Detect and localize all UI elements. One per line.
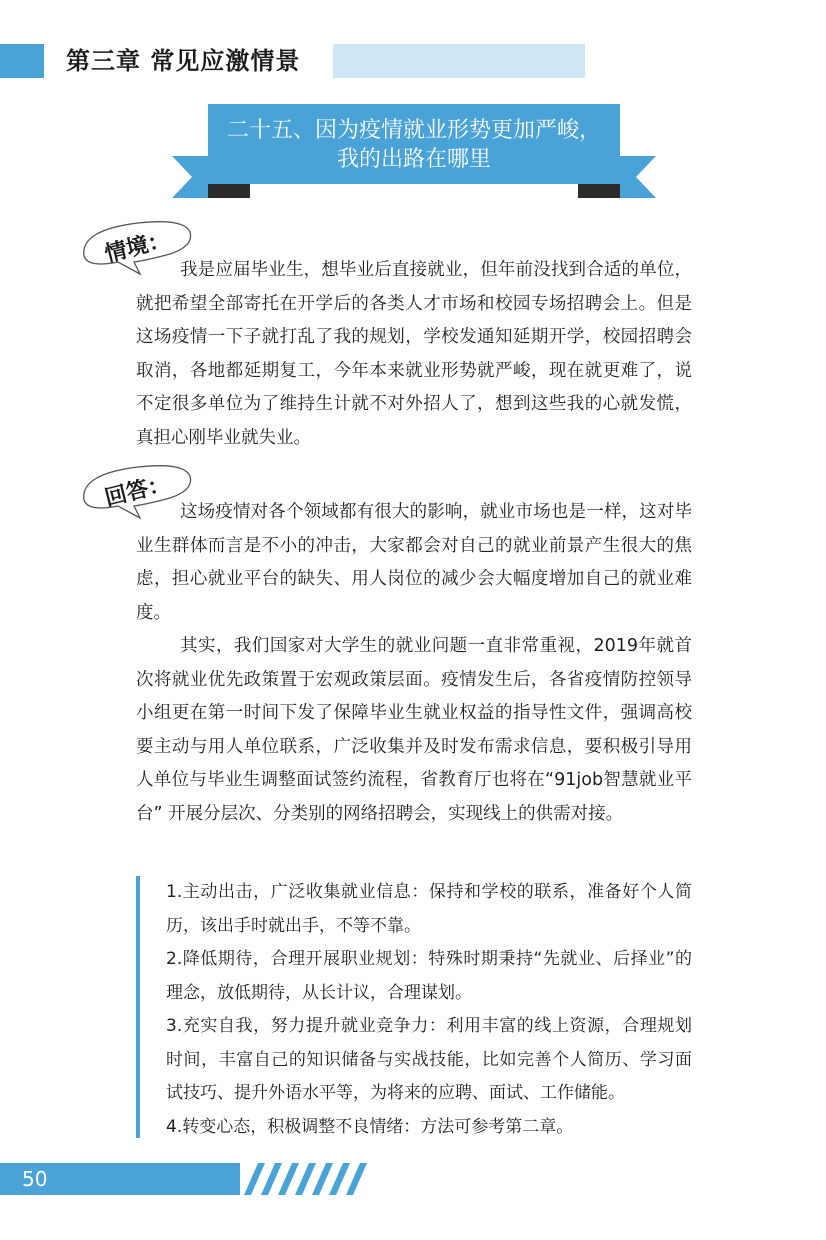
scenario-text: 我是应届毕业生，想毕业后直接就业，但年前没找到合适的单位，就把希望全部寄托在开学后的各类人才市场和校园专场招聘会上。但是这场疫情一下子就打乱了我的规划，学校发通知延期开学，校园招聘会取消，各地都延期复工，今年本来就业形势就严峻，现在就更难了，说不定很多单位为了维持生计就不对外招人了，想到这些我的心就发慌，真担心刚毕业就失业。 [136, 260, 692, 448]
chapter-header-bar [0, 44, 44, 78]
answer-paragraph-1: 这场疫情对各个领域都有很大的影响，就业市场也是一样，这对毕业生群体而言是不小的冲击，大家都会对自己的就业前景产生很大的焦虑，担心就业平台的缺失、用人岗位的减少会大幅度增加自己的就业难度。 [136, 502, 692, 623]
answer-paragraph-2: 其实，我们国家对大学生的就业问题一直非常重视，2019年就首次将就业优先政策置于宏观政策层面。疫情发生后，各省疫情防控领导小组更在第一时间下发了保障毕业生就业权益的指导性文件，强调高校要主动与用人单位联系，广泛收集并及时发布需求信息，要积极引导用人单位与毕业生调整面试签约流程，省教育厅也将在“91job智慧就业平台” 开展分层次、分类别的网络招聘会，实现线上的供需对接。 [136, 636, 692, 824]
tip-item: 2.降低期待，合理开展职业规划：特殊时期秉持“先就业、后择业”的理念，放低期待，从长计议，合理谋划。 [166, 949, 692, 1003]
answer-label: 回答： [102, 471, 173, 512]
page-number: 50 [22, 1167, 48, 1191]
chapter-header-accent [333, 44, 585, 78]
tip-item: 1.主动出击，广泛收集就业信息：保持和学校的联系，准备好个人简历，该出手时就出手，不等不靠。 [166, 882, 692, 936]
section-title-line2: 我的出路在哪里 [336, 147, 491, 172]
section-title-line1: 二十五、因为疫情就业形势更加严峻， [226, 118, 601, 143]
tip-item: 3.充实自我，努力提升就业竞争力：利用丰富的线上资源，合理规划时间，丰富自己的知识储备与实战技能，比如完善个人简历、学习面试技巧、提升外语水平等，为将来的应聘、面试、工作储能。 [166, 1016, 692, 1103]
section-title [208, 116, 620, 174]
tips-accent-bar [136, 876, 140, 1138]
section-title-banner [172, 104, 656, 204]
chapter-title: 第三章 常见应激情景 [66, 47, 301, 75]
footer-stripes [244, 1163, 368, 1195]
scenario-label: 情境： [102, 227, 173, 268]
tips-list [166, 876, 692, 1144]
tip-item: 4.转变心态，积极调整不良情绪：方法可参考第二章。 [166, 1116, 574, 1137]
